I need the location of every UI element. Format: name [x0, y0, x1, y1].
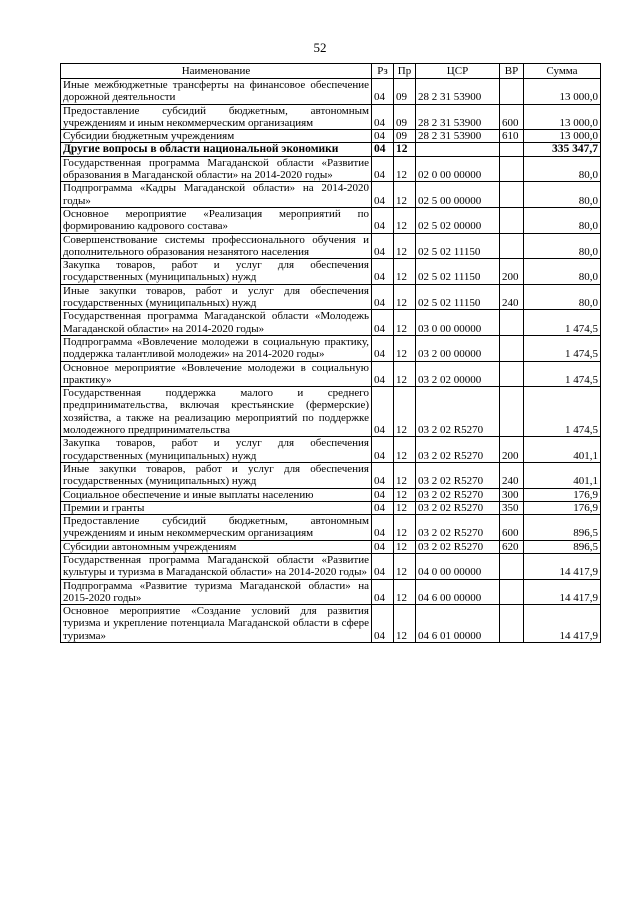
cell-pr: 12 — [394, 579, 416, 605]
cell-name: Закупка товаров, работ и услуг для обеспечения государственных (муниципальных) нужд — [61, 437, 372, 463]
table-row — [61, 515, 601, 541]
cell-rz: 04 — [372, 335, 394, 361]
cell-pr: 12 — [394, 437, 416, 463]
cell-rz: 04 — [372, 515, 394, 541]
cell-pr: 12 — [394, 259, 416, 285]
table-header-row — [61, 64, 601, 79]
cell-pr: 12 — [394, 605, 416, 643]
cell-rz: 04 — [372, 579, 394, 605]
cell-sum: 14 417,9 — [524, 605, 601, 643]
cell-vr — [500, 553, 524, 579]
cell-pr: 12 — [394, 335, 416, 361]
page-number: 52 — [313, 40, 327, 55]
table-row — [61, 553, 601, 579]
cell-name: Субсидии бюджетным учреждениям — [61, 130, 372, 143]
cell-csr: 03 2 02 00000 — [416, 361, 500, 387]
cell-csr: 02 0 00 00000 — [416, 156, 500, 182]
table-row — [61, 259, 601, 285]
cell-name: Другие вопросы в области национальной экономики — [61, 143, 372, 156]
cell-name: Закупка товаров, работ и услуг для обеспечения государственных (муниципальных) нужд — [61, 259, 372, 285]
cell-name: Иные межбюджетные трансферты на финансовое обеспечение дорожной деятельности — [61, 79, 372, 105]
cell-rz: 04 — [372, 284, 394, 310]
cell-pr: 12 — [394, 284, 416, 310]
cell-sum: 80,0 — [524, 233, 601, 259]
cell-name: Иные закупки товаров, работ и услуг для обеспечения государственных (муниципальных) нужд — [61, 462, 372, 488]
cell-rz: 04 — [372, 130, 394, 143]
cell-sum: 1 474,5 — [524, 335, 601, 361]
cell-sum: 896,5 — [524, 540, 601, 553]
cell-vr: 200 — [500, 259, 524, 285]
cell-vr: 620 — [500, 540, 524, 553]
table-row — [61, 462, 601, 488]
cell-pr: 12 — [394, 553, 416, 579]
cell-pr: 12 — [394, 361, 416, 387]
table-row — [61, 437, 601, 463]
cell-pr: 12 — [394, 143, 416, 156]
cell-rz: 04 — [372, 143, 394, 156]
table-row — [61, 605, 601, 643]
cell-csr: 02 5 02 00000 — [416, 207, 500, 233]
cell-vr — [500, 182, 524, 208]
cell-pr: 12 — [394, 207, 416, 233]
cell-csr: 02 5 02 11150 — [416, 233, 500, 259]
cell-csr — [416, 143, 500, 156]
cell-sum: 80,0 — [524, 284, 601, 310]
cell-csr: 02 5 02 11150 — [416, 284, 500, 310]
cell-pr: 12 — [394, 156, 416, 182]
cell-rz: 04 — [372, 104, 394, 130]
header-name: Наименование — [61, 64, 372, 79]
cell-sum: 13 000,0 — [524, 79, 601, 105]
header-csr: ЦСР — [416, 64, 500, 79]
budget-table — [60, 63, 601, 643]
cell-sum: 1 474,5 — [524, 310, 601, 336]
cell-csr: 03 2 02 R5270 — [416, 387, 500, 437]
cell-sum: 401,1 — [524, 437, 601, 463]
cell-sum: 13 000,0 — [524, 104, 601, 130]
cell-name: Предоставление субсидий бюджетным, автономным учреждениям и иным некоммерческим организациям — [61, 515, 372, 541]
cell-sum: 401,1 — [524, 462, 601, 488]
cell-pr: 12 — [394, 310, 416, 336]
cell-name: Предоставление субсидий бюджетным, автономным учреждениям и иным некоммерческим организациям — [61, 104, 372, 130]
cell-name: Субсидии автономным учреждениям — [61, 540, 372, 553]
header-pr: Пр — [394, 64, 416, 79]
cell-sum: 14 417,9 — [524, 553, 601, 579]
cell-csr: 03 2 02 R5270 — [416, 540, 500, 553]
cell-rz: 04 — [372, 207, 394, 233]
cell-csr: 02 5 02 11150 — [416, 259, 500, 285]
cell-pr: 12 — [394, 501, 416, 514]
table-row — [61, 207, 601, 233]
cell-rz: 04 — [372, 501, 394, 514]
table-row — [61, 284, 601, 310]
cell-vr — [500, 310, 524, 336]
cell-csr: 03 2 00 00000 — [416, 335, 500, 361]
cell-vr: 240 — [500, 462, 524, 488]
cell-sum: 80,0 — [524, 182, 601, 208]
cell-sum: 80,0 — [524, 207, 601, 233]
cell-sum: 80,0 — [524, 156, 601, 182]
cell-rz: 04 — [372, 79, 394, 105]
header-rz: Рз — [372, 64, 394, 79]
cell-vr — [500, 233, 524, 259]
cell-vr: 300 — [500, 488, 524, 501]
cell-vr: 350 — [500, 501, 524, 514]
cell-rz: 04 — [372, 182, 394, 208]
table-row — [61, 104, 601, 130]
cell-pr: 12 — [394, 515, 416, 541]
cell-vr — [500, 207, 524, 233]
table-row — [61, 310, 601, 336]
table-row — [61, 501, 601, 514]
cell-vr: 240 — [500, 284, 524, 310]
cell-rz: 04 — [372, 462, 394, 488]
cell-name: Подпрограмма «Развитие туризма Магаданской области» на 2015-2020 годы» — [61, 579, 372, 605]
cell-name: Совершенствование системы профессионального обучения и дополнительного образования незанятого населения — [61, 233, 372, 259]
table-row — [61, 335, 601, 361]
cell-name: Основное мероприятие «Создание условий для развития туризма и укрепление потенциала Магаданской области в сфере туризма» — [61, 605, 372, 643]
cell-csr: 03 2 02 R5270 — [416, 462, 500, 488]
cell-csr: 03 2 02 R5270 — [416, 501, 500, 514]
cell-name: Основное мероприятие «Реализация мероприятий по формированию кадрового состава» — [61, 207, 372, 233]
cell-vr — [500, 143, 524, 156]
cell-rz: 04 — [372, 361, 394, 387]
table-row — [61, 361, 601, 387]
cell-csr: 03 2 02 R5270 — [416, 488, 500, 501]
table-row — [61, 182, 601, 208]
cell-rz: 04 — [372, 437, 394, 463]
cell-sum: 176,9 — [524, 488, 601, 501]
table-row — [61, 540, 601, 553]
cell-csr: 28 2 31 53900 — [416, 104, 500, 130]
cell-vr — [500, 335, 524, 361]
cell-sum: 335 347,7 — [524, 143, 601, 156]
cell-rz: 04 — [372, 259, 394, 285]
cell-name: Государственная программа Магаданской области «Развитие образования в Магаданской области» на 2014-2020 годы» — [61, 156, 372, 182]
cell-name: Государственная программа Магаданской области «Молодежь Магаданской области» на 2014-2020 годы» — [61, 310, 372, 336]
cell-vr: 610 — [500, 130, 524, 143]
cell-csr: 03 2 02 R5270 — [416, 515, 500, 541]
cell-pr: 12 — [394, 233, 416, 259]
cell-pr: 09 — [394, 130, 416, 143]
cell-vr — [500, 387, 524, 437]
table-row — [61, 143, 601, 156]
table-body — [61, 79, 601, 643]
cell-sum: 176,9 — [524, 501, 601, 514]
cell-rz: 04 — [372, 540, 394, 553]
cell-pr: 09 — [394, 104, 416, 130]
cell-pr: 12 — [394, 182, 416, 208]
cell-name: Премии и гранты — [61, 501, 372, 514]
table-row — [61, 79, 601, 105]
cell-name: Государственная программа Магаданской области «Развитие культуры и туризма в Магаданской области» на 2014-2020 годы» — [61, 553, 372, 579]
cell-pr: 12 — [394, 488, 416, 501]
header-sum: Сумма — [524, 64, 601, 79]
cell-vr: 600 — [500, 515, 524, 541]
cell-name: Подпрограмма «Вовлечение молодежи в социальную практику, поддержка талантливой молодежи» на 2014-2020 годы» — [61, 335, 372, 361]
cell-csr: 04 6 01 00000 — [416, 605, 500, 643]
cell-rz: 04 — [372, 310, 394, 336]
cell-sum: 13 000,0 — [524, 130, 601, 143]
cell-csr: 04 6 00 00000 — [416, 579, 500, 605]
cell-vr: 200 — [500, 437, 524, 463]
table-row — [61, 233, 601, 259]
header-vr: ВР — [500, 64, 524, 79]
cell-csr: 28 2 31 53900 — [416, 130, 500, 143]
cell-name: Подпрограмма «Кадры Магаданской области» на 2014-2020 годы» — [61, 182, 372, 208]
cell-pr: 12 — [394, 387, 416, 437]
cell-sum: 14 417,9 — [524, 579, 601, 605]
cell-rz: 04 — [372, 553, 394, 579]
table-row — [61, 156, 601, 182]
cell-rz: 04 — [372, 605, 394, 643]
table-row — [61, 387, 601, 437]
cell-pr: 12 — [394, 462, 416, 488]
cell-name: Основное мероприятие «Вовлечение молодежи в социальную практику» — [61, 361, 372, 387]
cell-vr — [500, 156, 524, 182]
cell-vr — [500, 361, 524, 387]
cell-vr: 600 — [500, 104, 524, 130]
cell-pr: 12 — [394, 540, 416, 553]
table-row — [61, 579, 601, 605]
cell-csr: 28 2 31 53900 — [416, 79, 500, 105]
cell-csr: 02 5 00 00000 — [416, 182, 500, 208]
cell-sum: 1 474,5 — [524, 387, 601, 437]
cell-csr: 03 2 02 R5270 — [416, 437, 500, 463]
table-row — [61, 488, 601, 501]
cell-rz: 04 — [372, 233, 394, 259]
cell-name: Социальное обеспечение и иные выплаты населению — [61, 488, 372, 501]
cell-sum: 80,0 — [524, 259, 601, 285]
cell-name: Иные закупки товаров, работ и услуг для обеспечения государственных (муниципальных) нужд — [61, 284, 372, 310]
cell-csr: 03 0 00 00000 — [416, 310, 500, 336]
cell-rz: 04 — [372, 156, 394, 182]
cell-rz: 04 — [372, 387, 394, 437]
cell-csr: 04 0 00 00000 — [416, 553, 500, 579]
cell-rz: 04 — [372, 488, 394, 501]
cell-sum: 1 474,5 — [524, 361, 601, 387]
cell-sum: 896,5 — [524, 515, 601, 541]
cell-name: Государственная поддержка малого и среднего предпринимательства, включая крестьянские (фермерские) хозяйства, а также на реализацию мероприятий по поддержке молодежного предпринимательства — [61, 387, 372, 437]
cell-pr: 09 — [394, 79, 416, 105]
cell-vr — [500, 579, 524, 605]
table-row — [61, 130, 601, 143]
cell-vr — [500, 605, 524, 643]
cell-vr — [500, 79, 524, 105]
